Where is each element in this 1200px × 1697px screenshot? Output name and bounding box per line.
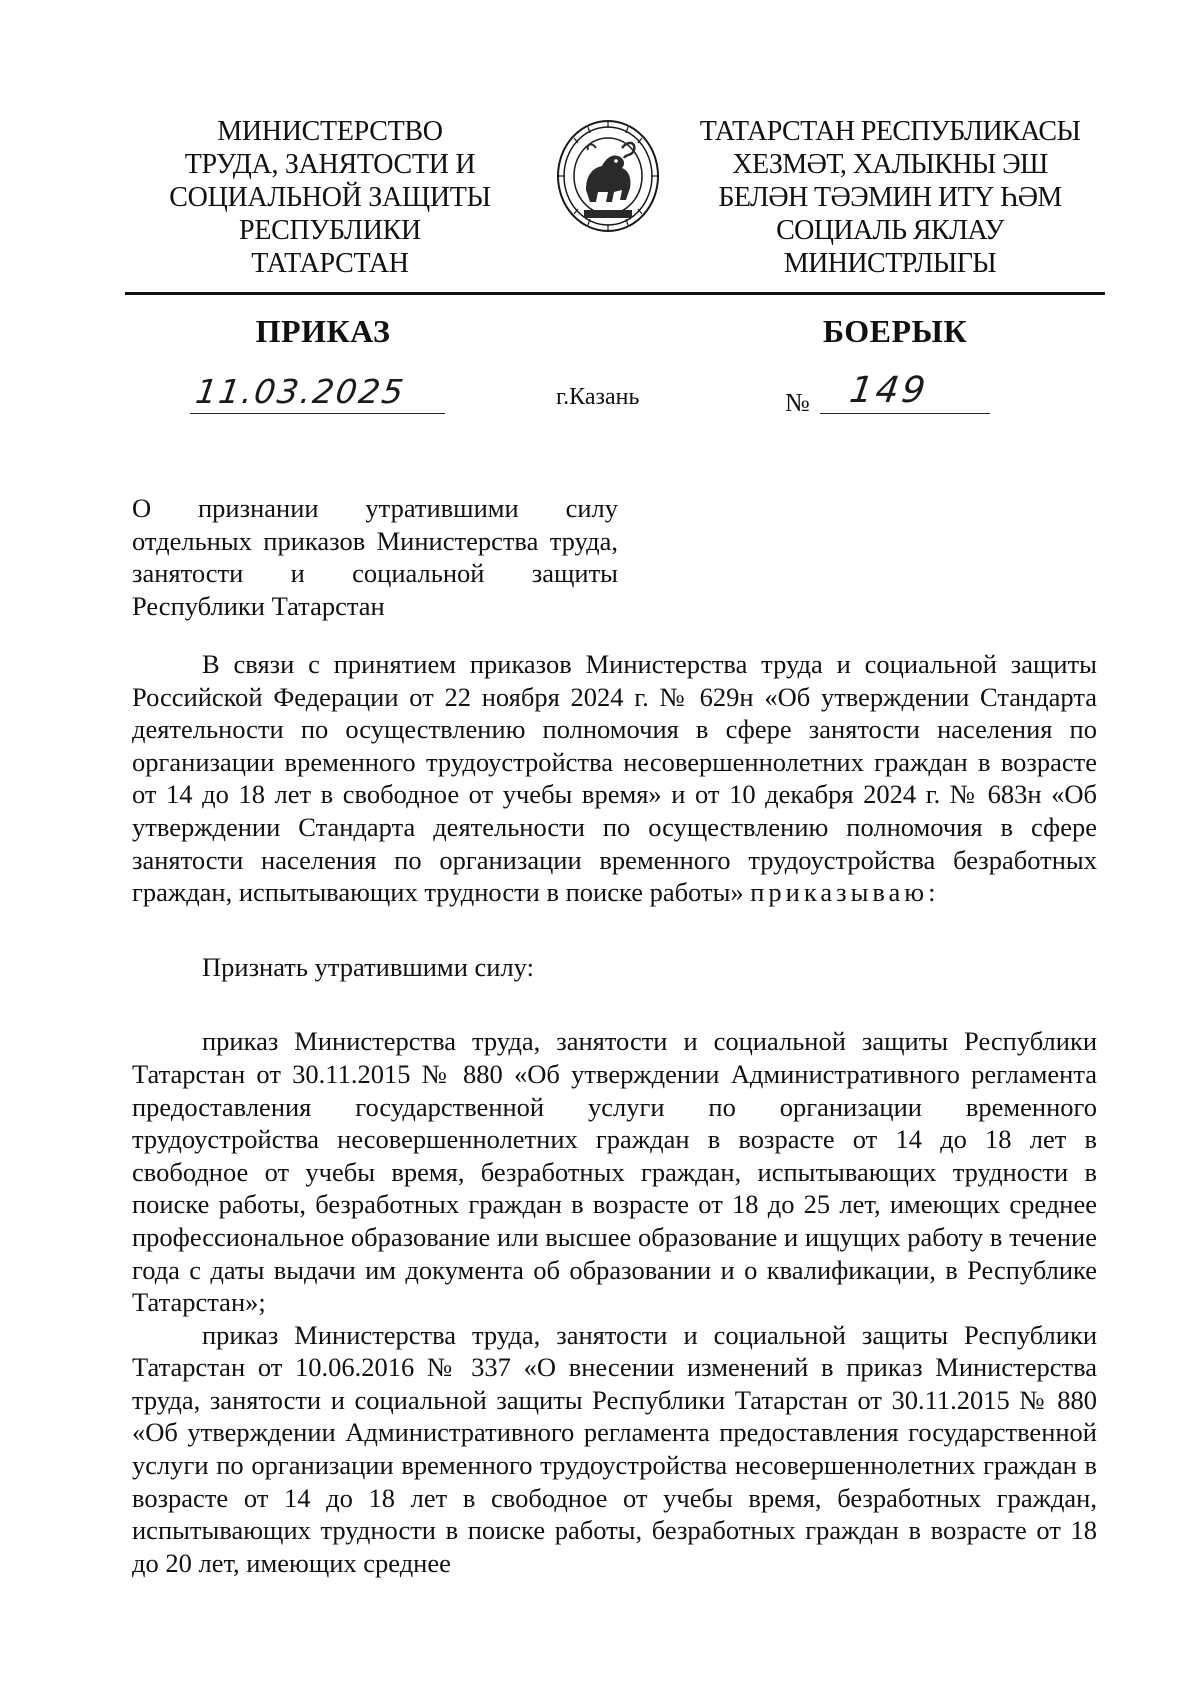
- header-divider: [125, 292, 1105, 295]
- org-name-line: МИНИСТРЛЫГЫ: [783, 248, 997, 279]
- list-item: приказ Министерства труда, занятости и социальной защиты Республики Татарстан от 30.11.2015 № 880 «Об утверждении Административного регламента предоставления государственной услуги по организации временного трудоустройства несовершеннолетних граждан в возрасте от 14 до 18 лет в свободное от учебы время, безработных граждан, испытывающих трудности в поиске работы, безработных граждан в возрасте от 18 до 25 лет, имеющих среднее профессиональное образование или высшее образование и ищущих работу в течение года с даты выдачи им документа об образовании и о квалификации, в Республике Татарстан»;: [132, 1026, 1097, 1318]
- org-name-line: СОЦИАЛЬНОЙ ЗАЩИТЫ: [169, 182, 491, 213]
- coat-of-arms-tatarstan-icon: [556, 118, 660, 234]
- number-underline: [820, 413, 990, 414]
- org-name-line: ХЕЗМӘТ, ХАЛЫКНЫ ЭШ: [732, 149, 1048, 180]
- list-item: приказ Министерства труда, занятости и социальной защиты Республики Татарстан от 10.06.2016 № 337 «О внесении изменений в приказ Министерства труда, занятости и социальной защиты Республики Татарстан от 30.11.2015 № 880 «Об утверждении Административного регламента предоставления государственной услуги по организации временного трудоустройства несовершеннолетних граждан в возрасте от 14 до 18 лет в свободное от учебы время, безработных граждан, испытывающих трудности в поиске работы, безработных граждан в возрасте от 18 до 20 лет, имеющих среднее: [132, 1319, 1097, 1578]
- org-name-line: МИНИСТЕРСТВО: [217, 116, 443, 147]
- org-name-line: ТАТАРСТАН: [251, 248, 409, 279]
- number-sign: №: [785, 388, 810, 417]
- preamble-text: В связи с принятием приказов Министерства труда и социальной защиты Российской Федерации от 22 ноября 2024 г. № 629н «Об утверждении Стандарта деятельности по осуществлению полномочия в сфере занятости населения по организации временного трудоустройства несовершеннолетних граждан в возрасте от 14 до 18 лет в свободное от учебы время» и от 10 декабря 2024 г. № 683н «Об утверждении Стандарта деятельности по осуществлению полномочия в сфере занятости населения по организации временного трудоустройства безработных граждан, испытывающих трудности в поиске работы»: [132, 649, 1097, 908]
- doc-type-russian: ПРИКАЗ: [255, 313, 391, 349]
- org-name-tatar: [680, 115, 1100, 280]
- org-name-line: ТАТАРСТАН РЕСПУБЛИКАСЫ: [699, 116, 1081, 147]
- preamble-paragraph: [132, 648, 1097, 909]
- org-name-line: СОЦИАЛЬ ЯКЛАУ: [776, 215, 1004, 246]
- document-subject: О признании утратившими силу отдельных приказов Министерства труда, занятости и социальной защиты Республики Татарстан: [132, 493, 618, 621]
- org-name-line: РЕСПУБЛИКИ: [239, 215, 421, 246]
- org-name-line: ТРУДА, ЗАНЯТОСТИ И: [184, 149, 476, 180]
- document-date: 11.03.2025: [193, 372, 408, 411]
- declare-paragraph: Признать утратившими силу:: [202, 951, 534, 982]
- org-name-line: БЕЛӘН ТӘЭМИН ИТҮ ҺӘМ: [718, 182, 1062, 213]
- org-name-russian: [140, 115, 520, 280]
- date-underline: [190, 413, 445, 414]
- document-body: [132, 648, 1097, 1579]
- document-place: г.Казань: [556, 384, 640, 410]
- doc-type-tatar: БОЕРЫК: [822, 313, 968, 349]
- order-word: приказываю:: [750, 877, 940, 908]
- document-number: 149: [847, 370, 931, 411]
